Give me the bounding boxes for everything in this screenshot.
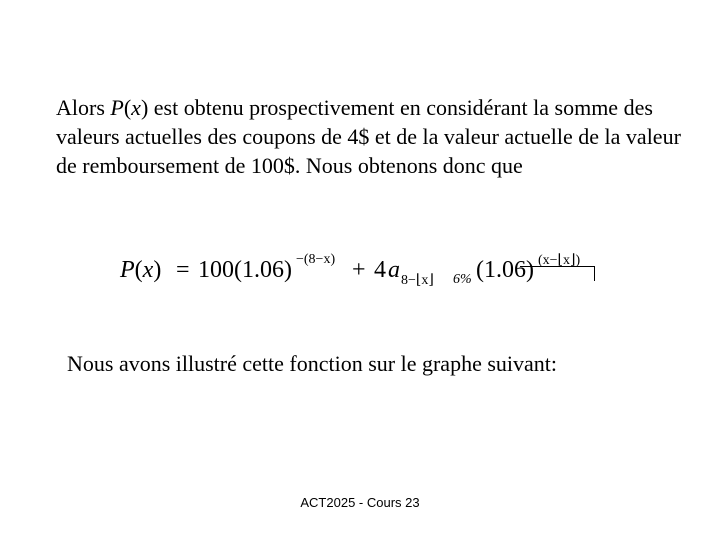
- intro-text-start: Alors: [56, 95, 111, 120]
- intro-function-symbol: P: [110, 95, 124, 120]
- formula-annuity-symbol: a: [388, 257, 400, 283]
- formula-exponent-2: (x−⌊x⌋): [538, 253, 581, 268]
- intro-variable: x: [131, 95, 141, 120]
- intro-text-rest: est obtenu prospectivement en considérant la somme des valeurs actuelles des coupons de 4$ et de la valeur actuelle de la valeur de remboursement de 100$. Nous obtenons donc que: [56, 95, 681, 178]
- formula-lhs: [120, 257, 161, 284]
- formula-annuity-rate: 6%: [453, 272, 472, 287]
- formula-equals: =: [176, 257, 190, 283]
- price-formula: [120, 250, 600, 300]
- formula-variable: x: [142, 257, 154, 283]
- formula-paren-close: ): [153, 257, 162, 283]
- formula-term-accumulation: (1.06): [476, 257, 534, 283]
- formula-plus: +: [352, 257, 366, 283]
- formula-paren-open: (: [134, 257, 143, 283]
- intro-paren-open: (: [123, 95, 132, 120]
- formula-coupon: 4: [374, 257, 386, 283]
- intro-paragraph: [56, 93, 696, 180]
- formula-term-redemption: 100(1.06): [198, 257, 292, 283]
- formula-annuity-term: 8−⌊x⌋: [401, 273, 434, 288]
- graph-intro-text: Nous avons illustré cette fonction sur le graphe suivant:: [67, 351, 557, 376]
- slide-footer: ACT2025 - Cours 23: [300, 495, 420, 510]
- intro-paren-close: ): [140, 95, 149, 120]
- formula-function-symbol: P: [120, 257, 135, 283]
- formula-exponent-1: −(8−x): [296, 252, 336, 267]
